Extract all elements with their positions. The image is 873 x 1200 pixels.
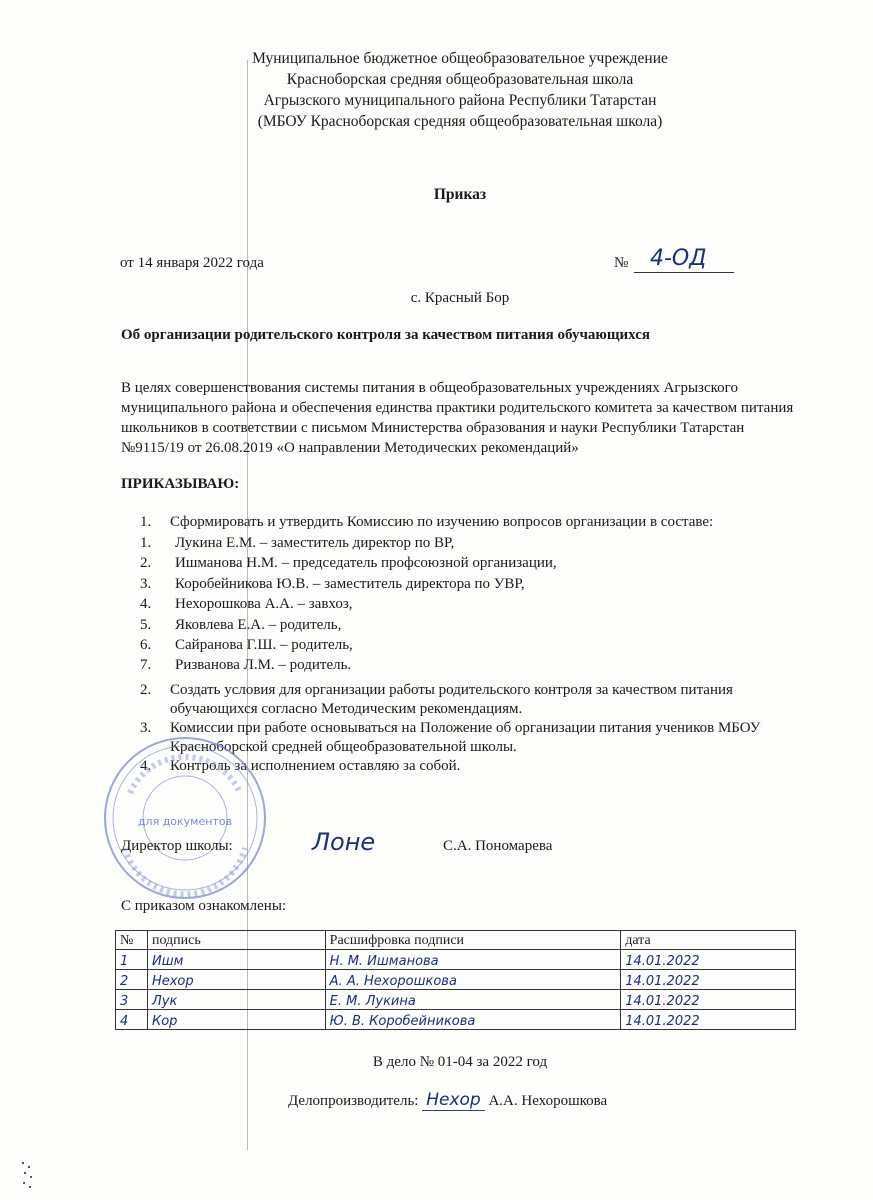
- signature-name: С.А. Пономарева: [443, 838, 553, 854]
- scan-noise: [20, 1160, 40, 1190]
- director-signature: Лоне: [312, 828, 376, 856]
- table-row: 1 Ишм Н. М. Ишманова 14.01.2022: [116, 950, 796, 970]
- member-item: 5. Яковлева Е.А. – родитель,: [140, 616, 342, 633]
- table-header: [116, 931, 796, 950]
- col-name: Расшифровка подписи: [325, 931, 621, 950]
- number-value: 4-ОД: [634, 247, 734, 273]
- org-name-line-2: Красноборская средняя общеобразовательная школа: [286, 71, 634, 88]
- order-item-2: 2. Создать условия для организации работы родительского контроля за качеством питания обучающихся согласно Методическим рекомендациям.: [140, 682, 733, 717]
- member-item: 1. Лукина Е.М. – заместитель директор по ВР,: [140, 535, 455, 551]
- order-item-4: 4. Контроль за исполнением оставляю за собой.: [140, 758, 461, 774]
- table-row: 4 Кор Ю. В. Коробейникова 14.01.2022: [116, 1010, 796, 1030]
- signature-role: Директор школы:: [121, 838, 233, 854]
- clerk-name: А.А. Нехорошкова: [488, 1093, 608, 1109]
- order-date: от 14 января 2022 года: [120, 255, 264, 271]
- member-item: 3. Коробейникова Ю.В. – заместитель директора по УВР,: [140, 575, 525, 592]
- order-item-1: [140, 513, 780, 532]
- order-item-3: 3. Комиссии при работе основываться на Положение об организации питания учеников МБОУ Красноборской средней общеобразовательной школы.: [140, 720, 761, 755]
- org-name-line-4: (МБОУ Красноборская средняя общеобразовательная школа): [257, 113, 663, 130]
- stamp-text: для документов: [137, 815, 233, 828]
- col-date: дата: [621, 931, 796, 950]
- col-signature: подпись: [147, 931, 325, 950]
- clerk-signature: Нехор: [422, 1090, 485, 1111]
- item-number: 1.: [140, 514, 152, 530]
- subject: Об организации родительского контроля за качеством питания обучающихся: [121, 327, 651, 343]
- number-label: №: [614, 255, 629, 271]
- member-item: 2. Ишманова Н.М. – председатель профсоюзной организации,: [140, 555, 557, 572]
- table-row: 3 Лук Е. М. Лукина 14.01.2022: [116, 990, 796, 1010]
- place: с. Красный Бор: [410, 290, 510, 306]
- file-note: В дело № 01-04 за 2022 год: [372, 1054, 548, 1070]
- ack-caption: С приказом ознакомлены:: [121, 898, 287, 914]
- org-name-line-1: Муниципальное бюджетное общеобразовательное учреждение: [252, 50, 668, 67]
- order-word: ПРИКАЗЫВАЮ:: [121, 476, 240, 492]
- commission-members: [140, 533, 557, 676]
- doc-title: Приказ: [433, 186, 487, 203]
- ack-table: [115, 930, 796, 1030]
- clerk-role: Делопроизводитель:: [288, 1093, 419, 1109]
- col-number: №: [116, 931, 148, 950]
- preamble: В целях совершенствования системы питания в общеобразовательных учреждениях Агрызского муниципального района и обеспечения единства практики родительского комитета за качеством питания школьников в соответствии с письмом Министерства образования и науки Республики Татарстан №9115/19 от 26.08.2019 «О направлении Методических рекомендаций»: [121, 380, 794, 456]
- table-row: 2 Нехор А. А. Нехорошкова 14.01.2022: [116, 970, 796, 990]
- clerk-line: [288, 1090, 607, 1111]
- member-item: 6. Сайранова Г.Ш. – родитель,: [140, 637, 353, 654]
- org-name-line-3: Агрызского муниципального района Республики Татарстан: [263, 92, 657, 109]
- stamp-seal: [100, 733, 270, 903]
- member-item: 4. Нехорошкова А.А. – завхоз,: [140, 596, 353, 613]
- item-text: Сформировать и утвердить Комиссию по изучению вопросов организации в составе:: [170, 514, 714, 530]
- member-item: 7. Ризванова Л.М. – родитель.: [140, 657, 352, 674]
